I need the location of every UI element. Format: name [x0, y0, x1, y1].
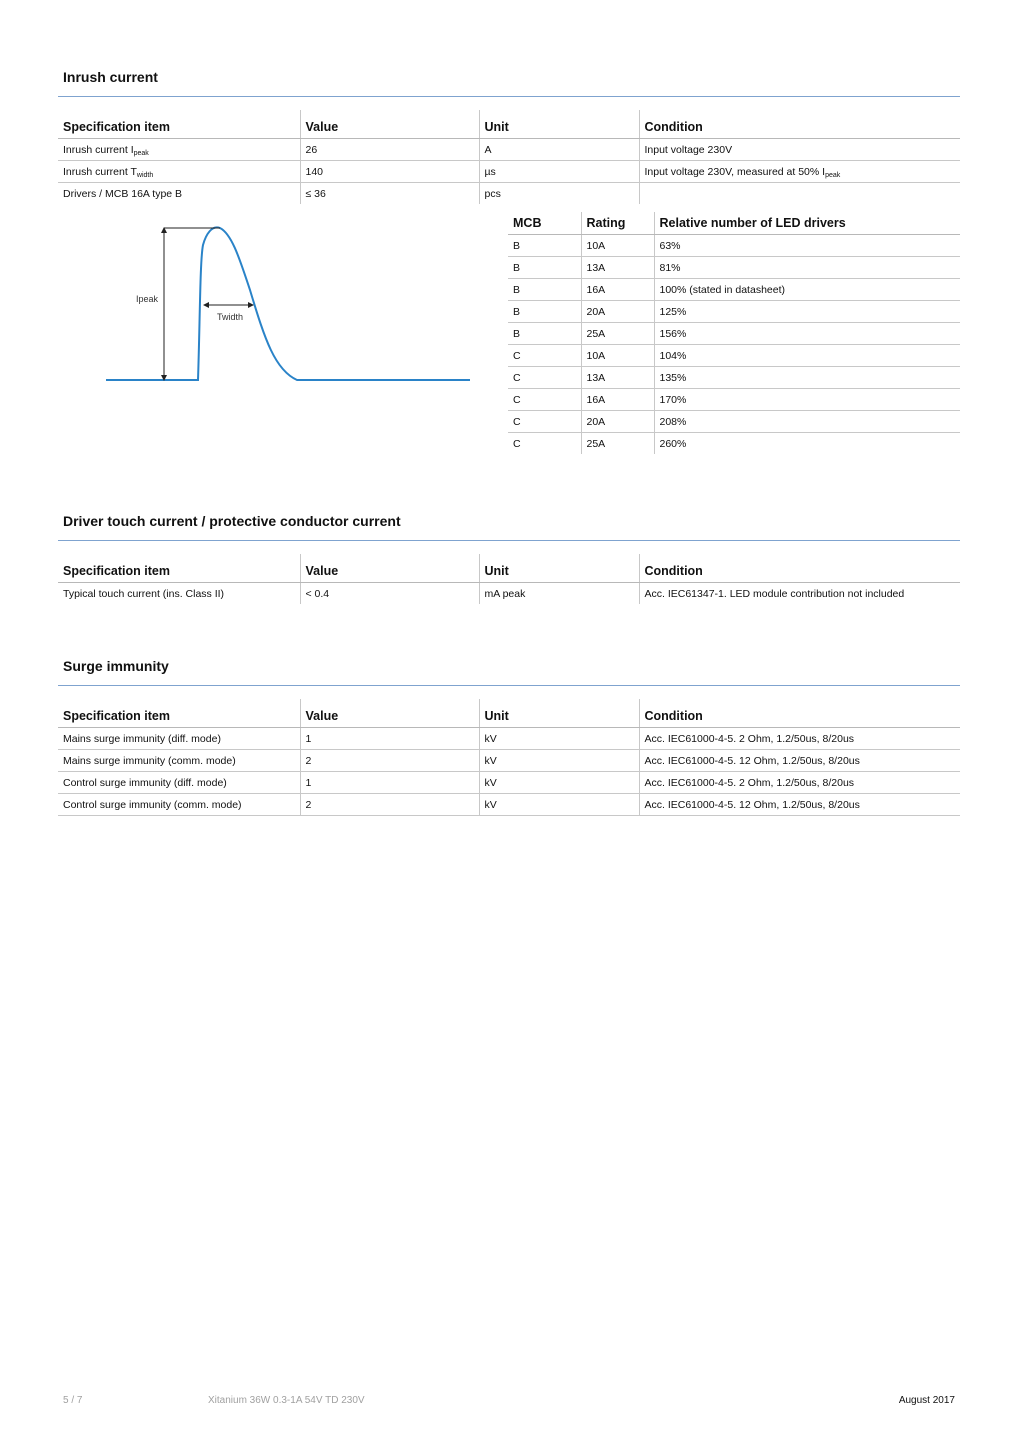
spec-item-cell: Drivers / MCB 16A type B [63, 187, 183, 200]
table-row [508, 235, 960, 257]
rating-cell: 16A [581, 279, 654, 301]
col-header-unit: Unit [479, 554, 639, 583]
mcb-cell: C [508, 345, 581, 367]
table-header-row [58, 110, 960, 139]
condition-cell: Input voltage 230V [639, 139, 960, 161]
col-header-mcb: MCB [508, 212, 581, 235]
col-header-value: Value [300, 699, 479, 728]
condition-cell: Acc. IEC61000-4-5. 12 Ohm, 1.2/50us, 8/20us [639, 750, 960, 772]
col-header-condition: Condition [639, 554, 960, 583]
relative-number-cell: 260% [654, 433, 960, 455]
spec-item-cell: Control surge immunity (comm. mode) [58, 794, 300, 816]
table-row [508, 279, 960, 301]
mcb-cell: C [508, 389, 581, 411]
relative-number-cell: 104% [654, 345, 960, 367]
condition-cell [639, 183, 960, 205]
spec-item-cell: Mains surge immunity (comm. mode) [58, 750, 300, 772]
col-header-unit: Unit [479, 699, 639, 728]
mcb-cell: B [508, 323, 581, 345]
table-row [58, 772, 960, 794]
col-header-value: Value [300, 110, 479, 139]
table-row [508, 389, 960, 411]
relative-number-cell: 100% (stated in datasheet) [654, 279, 960, 301]
value-cell: ≤ 36 [300, 183, 479, 205]
value-cell: 140 [300, 161, 479, 183]
unit-cell: A [479, 139, 639, 161]
mcb-rating-table [508, 212, 960, 454]
table-row [508, 301, 960, 323]
inrush-waveform-diagram [100, 220, 480, 390]
table-row [58, 139, 960, 161]
unit-cell: kV [479, 772, 639, 794]
table-row [58, 750, 960, 772]
relative-number-cell: 81% [654, 257, 960, 279]
col-header-rating: Rating [581, 212, 654, 235]
inrush-spec-table [58, 110, 960, 204]
inrush-section-rule [58, 96, 960, 97]
unit-cell: kV [479, 794, 639, 816]
spec-item-cell: Mains surge immunity (diff. mode) [58, 728, 300, 750]
surge-immunity-section-title: Surge immunity [63, 658, 169, 674]
table-row [508, 257, 960, 279]
unit-cell: pcs [479, 183, 639, 205]
surge-immunity-spec-table [58, 699, 960, 816]
relative-number-cell: 208% [654, 411, 960, 433]
table-row [508, 323, 960, 345]
table-row [58, 583, 960, 605]
condition-cell: Acc. IEC61000-4-5. 2 Ohm, 1.2/50us, 8/20us [639, 772, 960, 794]
col-header-condition: Condition [639, 110, 960, 139]
touch-current-spec-table [58, 554, 960, 604]
value-cell: 2 [300, 750, 479, 772]
relative-number-cell: 135% [654, 367, 960, 389]
relative-number-cell: 125% [654, 301, 960, 323]
spec-item-cell: Inrush current $I_{peak}$ [58, 139, 300, 161]
table-row [508, 411, 960, 433]
spec-item-cell: Control surge immunity (diff. mode) [58, 772, 300, 794]
table-header-row [508, 212, 960, 235]
relative-number-cell: 156% [654, 323, 960, 345]
table-row [58, 183, 960, 205]
condition-cell: Acc. IEC61000-4-5. 12 Ohm, 1.2/50us, 8/20us [639, 794, 960, 816]
col-header-spec-item: Specification item [58, 554, 300, 583]
table-row [508, 367, 960, 389]
inrush-section-title: Inrush current [63, 69, 158, 85]
mcb-cell: C [513, 437, 521, 450]
twidth-label: Twidth [217, 312, 244, 322]
spec-item-cell: Typical touch current (ins. Class II) [63, 587, 225, 600]
mcb-cell: B [508, 301, 581, 323]
mcb-cell: B [508, 257, 581, 279]
value-cell: < 0.4 [300, 583, 479, 605]
mcb-cell: B [508, 235, 581, 257]
unit-cell: µs [479, 161, 639, 183]
rating-cell: 25A [581, 433, 654, 455]
col-header-relative-number: Relative number of LED drivers [654, 212, 960, 235]
col-header-unit: Unit [479, 110, 639, 139]
value-cell: 2 [300, 794, 479, 816]
rating-cell: 13A [581, 257, 654, 279]
rating-cell: 16A [581, 389, 654, 411]
footer-date: August 2017 [898, 1395, 955, 1406]
surge-immunity-section-rule [58, 685, 960, 686]
rating-cell: 10A [581, 345, 654, 367]
relative-number-cell: 63% [654, 235, 960, 257]
col-header-condition: Condition [639, 699, 960, 728]
table-header-row [58, 699, 960, 728]
condition-cell: Input voltage 230V, measured at 50% $I_{peak}$ [639, 161, 960, 183]
table-header-row [58, 554, 960, 583]
mcb-cell: B [508, 279, 581, 301]
touch-current-section-title: Driver touch current / protective conductor current [63, 513, 401, 529]
inrush-waveform-curve [106, 227, 470, 380]
condition-cell: Acc. IEC61347-1. LED module contribution not included [639, 583, 960, 605]
rating-cell: 25A [581, 323, 654, 345]
rating-cell: 13A [581, 367, 654, 389]
footer-product-name: Xitanium 36W 0.3-1A 54V TD 230V [208, 1395, 365, 1406]
col-header-value: Value [300, 554, 479, 583]
relative-number-cell: 170% [654, 389, 960, 411]
spec-item-cell: Inrush current $T_{width}$ [58, 161, 300, 183]
table-row [508, 433, 960, 455]
table-row [58, 794, 960, 816]
table-row [58, 161, 960, 183]
col-header-spec-item: Specification item [58, 110, 300, 139]
footer-page-number: 5 / 7 [63, 1395, 83, 1406]
rating-cell: 20A [581, 301, 654, 323]
value-cell: 26 [300, 139, 479, 161]
value-cell: 1 [300, 772, 479, 794]
rating-cell: 20A [581, 411, 654, 433]
col-header-spec-item: Specification item [58, 699, 300, 728]
unit-cell: mA peak [479, 583, 639, 605]
value-cell: 1 [300, 728, 479, 750]
touch-current-section-rule [58, 540, 960, 541]
ipeak-label: Ipeak [136, 294, 159, 304]
mcb-cell: C [508, 367, 581, 389]
table-row [508, 345, 960, 367]
unit-cell: kV [479, 728, 639, 750]
mcb-cell: C [508, 411, 581, 433]
unit-cell: kV [479, 750, 639, 772]
condition-cell: Acc. IEC61000-4-5. 2 Ohm, 1.2/50us, 8/20us [639, 728, 960, 750]
rating-cell: 10A [581, 235, 654, 257]
table-row [58, 728, 960, 750]
